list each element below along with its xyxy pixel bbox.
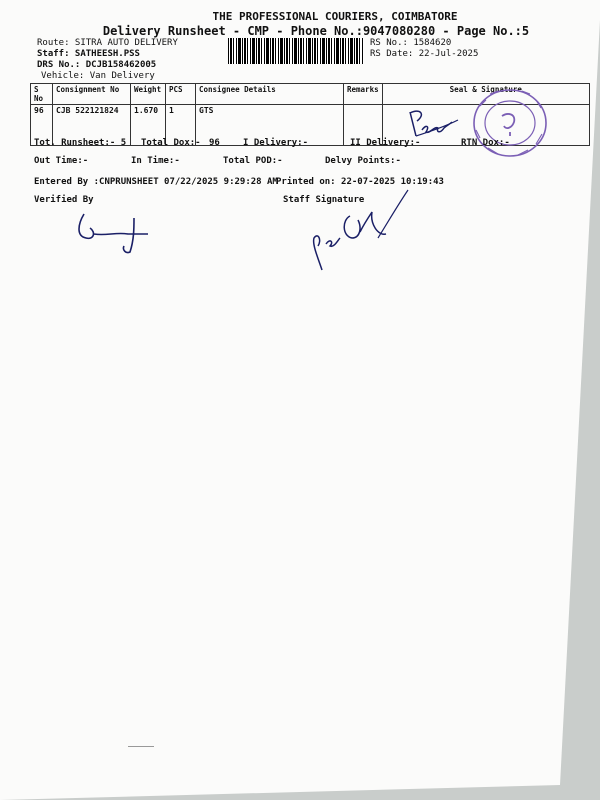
cell-consignment: CJB 522121824 (53, 105, 131, 146)
drs-number: DRS No.: DCJB158462005 (37, 60, 157, 70)
cell-sno: 96 (31, 105, 53, 146)
total-pod: Total POD:- (223, 156, 283, 166)
barcode-image (228, 38, 364, 64)
total-runsheet: Tot. Runsheet:- 5 (34, 138, 127, 148)
out-time: Out Time:- (34, 156, 89, 166)
company-title: THE PROFESSIONAL COURIERS, COIMBATORE (212, 10, 458, 23)
printed-on: Printed on: 22-07-2025 10:19:43 (276, 177, 444, 187)
i-delivery: I Delivery:- (243, 138, 309, 148)
verifier-signature (72, 210, 158, 256)
col-header-seal: Seal & Signature (382, 84, 589, 105)
staff-signature-label: Staff Signature (283, 195, 365, 205)
rs-number: RS No.: 1584620 (370, 38, 452, 48)
col-header-consignment: Consignment No (53, 84, 131, 105)
col-header-consignee: Consignee Details (196, 84, 344, 105)
receiver-signature (402, 106, 464, 140)
ii-delivery: II Delivery:- (350, 138, 421, 148)
total-dox-value: 96 (209, 138, 220, 148)
company-stamp (470, 86, 550, 160)
verified-by-label: Verified By (34, 195, 94, 205)
route-label: Route: SITRA AUTO DELIVERY (37, 38, 178, 48)
total-dox-label: Total Dox:- (141, 138, 201, 148)
bottom-mark (128, 746, 154, 747)
rs-date: RS Date: 22-Jul-2025 (370, 49, 479, 59)
col-header-weight: Weight (131, 84, 166, 105)
staff-signature (298, 188, 410, 274)
runsheet-subtitle: Delivery Runsheet - CMP - Phone No.:9047080280 - Page No.:5 (102, 24, 530, 38)
rtn-dox: RTN Dox:- (461, 138, 510, 148)
vehicle-label: Vehicle: Van Delivery (41, 71, 155, 81)
staff-label: Staff: SATHEESH.PSS (37, 49, 140, 59)
col-header-sno: S No (31, 84, 53, 105)
in-time: In Time:- (131, 156, 180, 166)
cell-consignee: GTS (196, 105, 344, 146)
entered-by: Entered By :CNPRUNSHEET 07/22/2025 9:29:28 AM (34, 177, 278, 187)
delivery-points: Delvy Points:- (325, 156, 401, 166)
col-header-remarks: Remarks (344, 84, 383, 105)
col-header-pcs: PCS (166, 84, 196, 105)
cell-pcs: 1 (166, 105, 196, 146)
cell-weight: 1.670 (131, 105, 166, 146)
